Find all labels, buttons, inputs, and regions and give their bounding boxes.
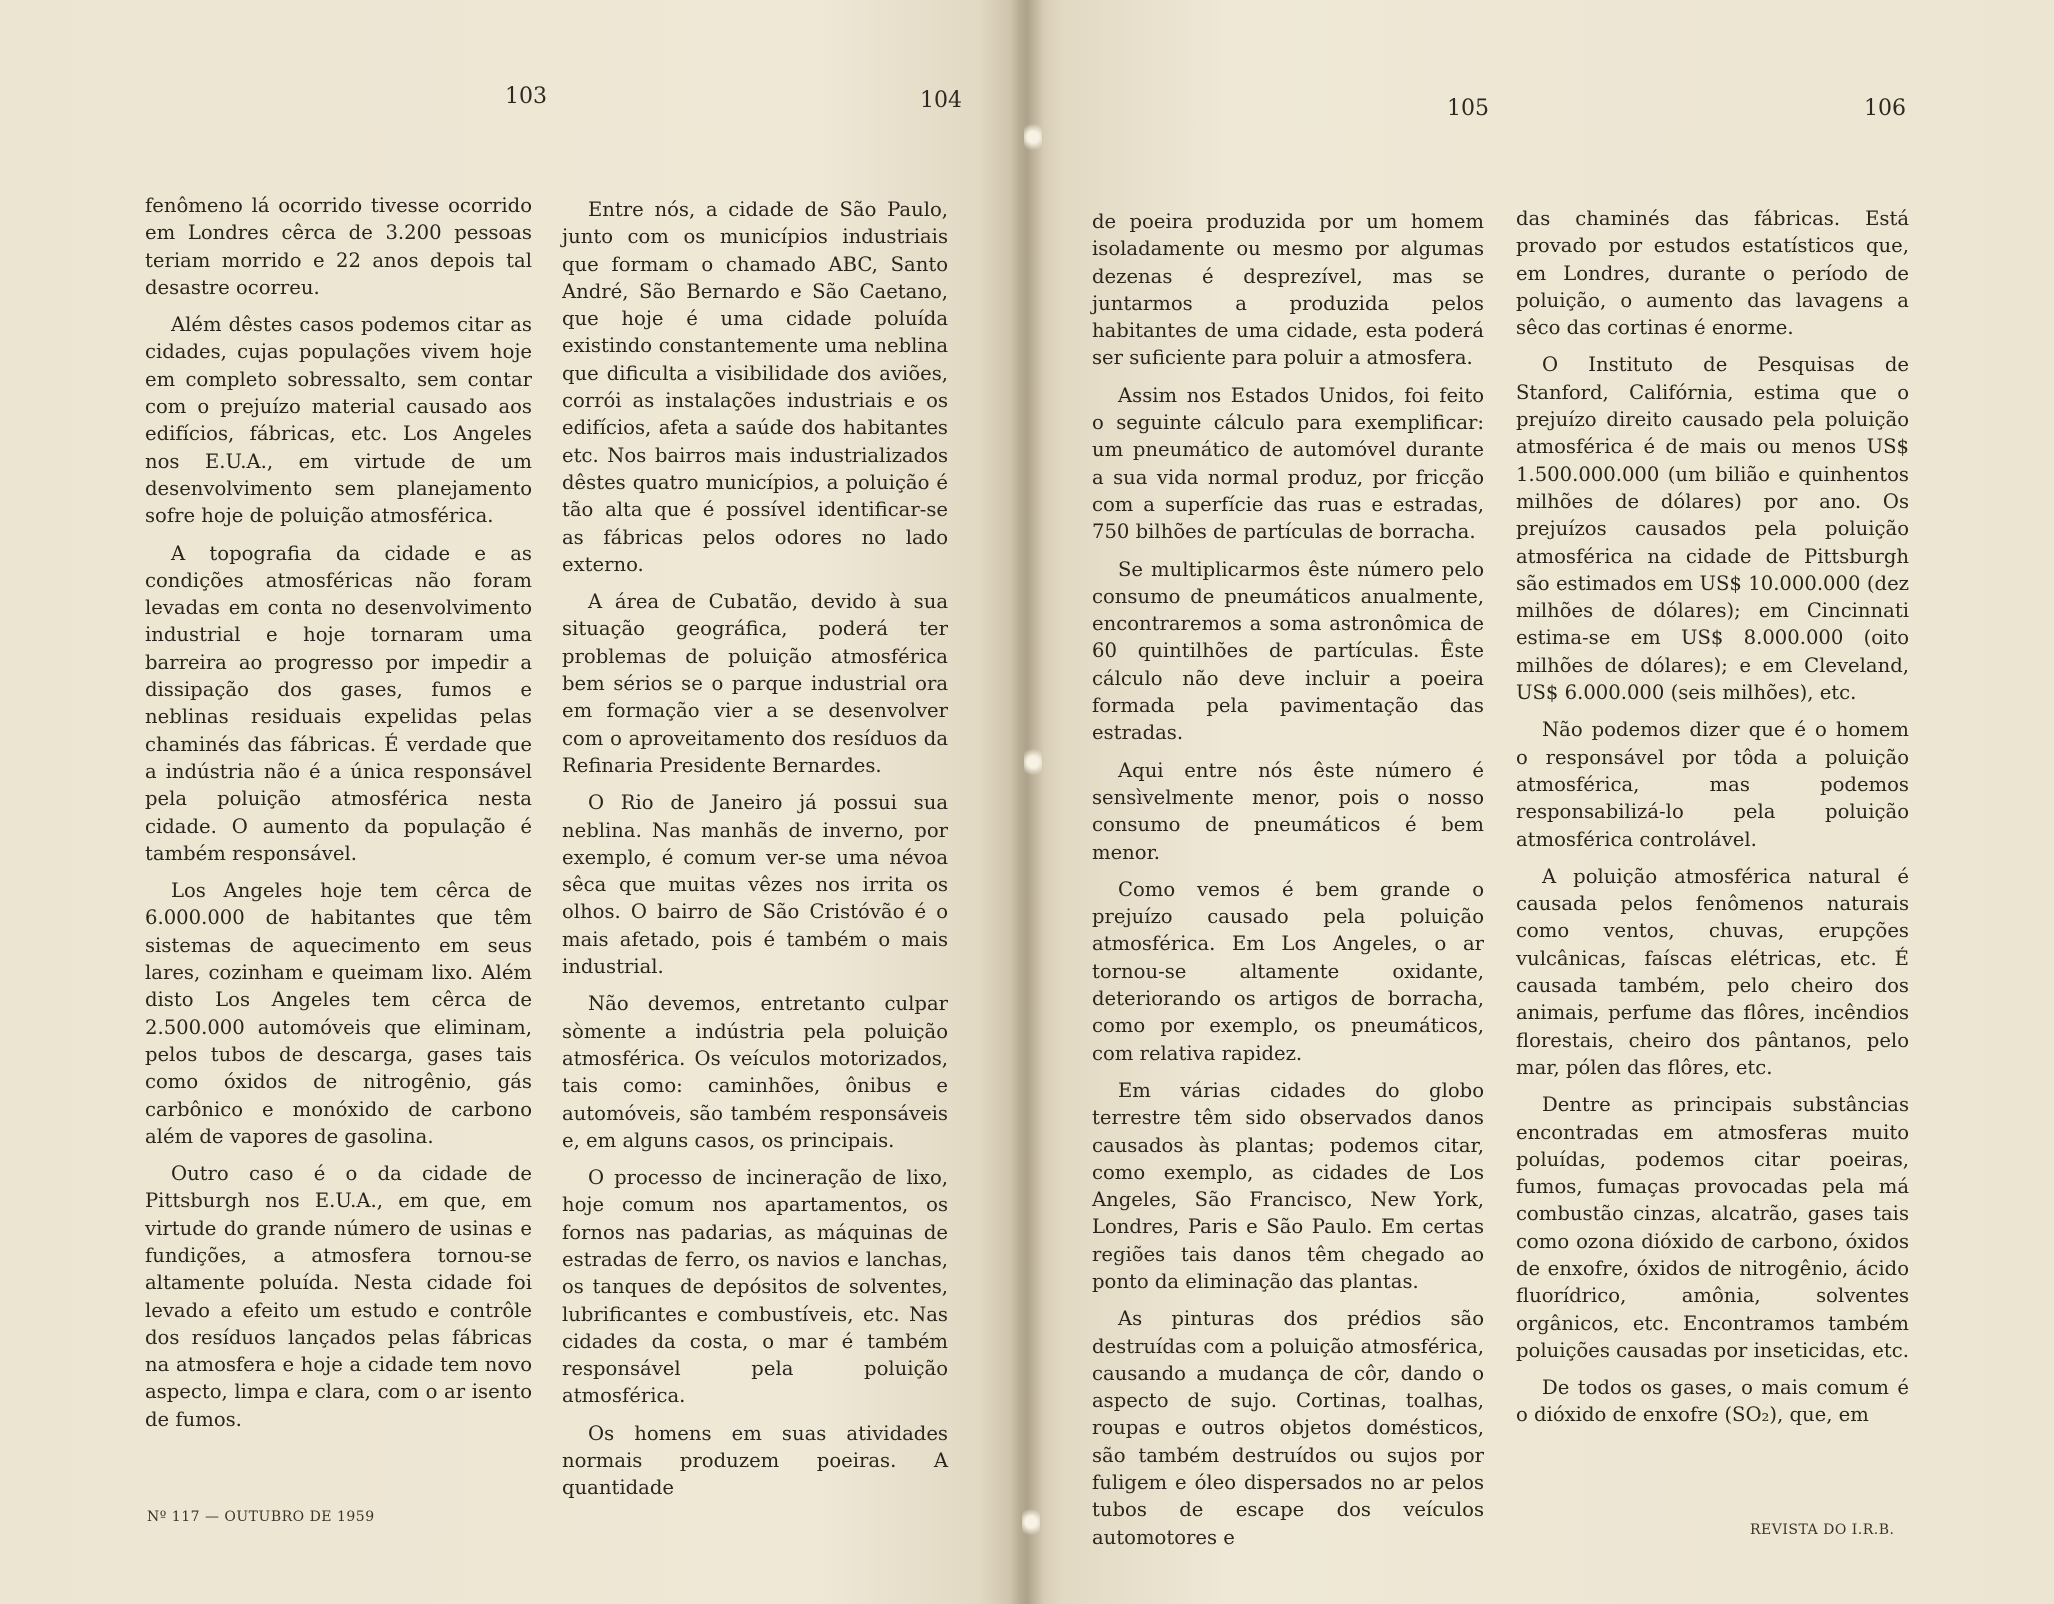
paragraph: O Instituto de Pesquisas de Stanford, Califórnia, estima que o prejuízo direito causado pela poluição atmosférica é de mais ou menos US$ 1.500.000.000 (um bilião e quinhentos milhões de dólares) por ano. Os prejuízos causados pela poluição atmosférica na cidade de Pittsburgh são estimados em US$ 10.000.000 (dez milhões de dólares); em Cincinnati estima-se em US$ 8.000.000 (oito milhões de dólares); e em Cleveland, US$ 6.000.000 (seis milhões), etc. — [1516, 353, 1909, 705]
paragraph: A poluição atmosférica natural é causada pelos fenômenos naturais como ventos, chuvas, erupções vulcânicas, faíscas elétricas, etc. É causada também, pelo cheiro dos animais, perfume das flôres, incêndios florestais, cheiro dos pântanos, pelo mar, pólen das flôres, etc. — [1516, 864, 1909, 1079]
paragraph: Além dêstes casos podemos citar as cidades, cujas populações vivem hoje em completo sobressalto, sem contar com o prejuízo material causado aos edifícios, fábricas, etc. Los Angeles nos E.U.A., em virtude de um desenvolvimento sem planejamento sofre hoje de poluição atmosférica. — [145, 313, 532, 528]
binding-staple — [1024, 745, 1042, 779]
paragraph: Se multiplicarmos êste número pelo consumo de pneumáticos anualmente, encontraremos a soma astronômica de 60 quintilhões de partículas. Êste cálculo não deve incluir a poeira formada pela pavimentação das estradas. — [1092, 557, 1484, 745]
footer-magazine-name: REVISTA DO I.R.B. — [1750, 1522, 1895, 1538]
paragraph: Não podemos dizer que é o homem o responsável por tôda a poluição atmosférica, mas podemos responsabilizá-lo pela poluição atmosférica controlável. — [1516, 718, 1909, 851]
paragraph: Los Angeles hoje tem cêrca de 6.000.000 de habitantes que têm sistemas de aquecimento em seus lares, cozinham e queimam lixo. Além disto Los Angeles tem cêrca de 2.500.000 automóveis que eliminam, pelos tubos de descarga, gases tais como óxidos de nitrogênio, gás carbônico e monóxido de carbono além de vapores de gasolina. — [145, 879, 532, 1148]
paragraph: Não devemos, entretanto culpar sòmente a indústria pela poluição atmosférica. Os veículos motorizados, tais como: caminhões, ônibus e automóveis, são também responsáveis e, em alguns casos, os principais. — [562, 992, 948, 1152]
paragraph: As pinturas dos prédios são destruídas com a poluição atmosférica, causando a mudança de côr, dando o aspecto de sujo. Cortinas, toalhas, roupas e outros objetos domésticos, são também destruídos ou sujos por fuligem e óleo dispersados no ar pelos tubos de escape dos veículos automotores e — [1092, 1307, 1484, 1549]
binding-staple — [1022, 1505, 1040, 1539]
paragraph: Aqui entre nós êste número é sensìvelmente menor, pois o nosso consumo de pneumáticos é bem menor. — [1092, 758, 1484, 864]
paragraph: Como vemos é bem grande o prejuízo causado pela poluição atmosférica. Em Los Angeles, o ar tornou-se altamente oxidante, deteriorando os artigos de borracha, como por exemplo, os pneumáticos, com relativa rapidez. — [1092, 877, 1484, 1065]
left-page — [0, 0, 1020, 1604]
page-number-103: 103 — [505, 84, 547, 109]
paragraph: A área de Cubatão, devido à sua situação geográfica, poderá ter problemas de poluição atmosférica bem sérios se o parque industrial ora em formação vier a se desenvolver com o aproveitamento dos resíduos da Refinaria Presidente Bernardes. — [562, 590, 948, 777]
column-page-104 — [562, 196, 948, 1502]
right-page — [1020, 0, 2054, 1604]
paragraph: Os homens em suas atividades normais produzem poeiras. A quantidade — [562, 1421, 948, 1500]
paragraph: fenômeno lá ocorrido tivesse ocorrido em Londres cêrca de 3.200 pessoas teriam morrido e 22 anos depois tal desastre ocorreu. — [145, 194, 532, 299]
paragraph: das chaminés das fábricas. Está provado por estudos estatísticos que, em Londres, durante o período de poluição, o aumento das lavagens a sêco das cortinas é enorme. — [1516, 207, 1909, 340]
paragraph: Dentre as principais substâncias encontradas em atmosferas muito poluídas, podemos citar poeiras, fumos, fumaças provocadas pela má combustão cinzas, alcatrão, gases tais como ozona dióxido de carbono, óxidos de enxofre, óxidos de nitrogênio, ácido fluorídrico, amônia, solventes orgânicos, etc. Encontramos também poluições causadas por inseticidas, etc. — [1516, 1093, 1909, 1362]
paragraph: O processo de incineração de lixo, hoje comum nos apartamentos, os fornos nas padarias, as máquinas de estradas de ferro, os navios e lanchas, os tanques de depósitos de solventes, lubrificantes e combustíveis, etc. Nas cidades da costa, o mar é também responsável pela poluição atmosférica. — [562, 1166, 948, 1408]
paragraph: O Rio de Janeiro já possui sua neblina. Nas manhãs de inverno, por exemplo, é comum ver-se uma névoa sêca que muitas vêzes nos irrita os olhos. O bairro de São Cristóvão é o mais afetado, pois é também o mais industrial. — [562, 791, 948, 979]
paragraph: Em várias cidades do globo terrestre têm sido observados danos causados às plantas; podemos citar, como exemplo, as cidades de Los Angeles, São Francisco, New York, Londres, Paris e São Paulo. Em certas regiões tais danos têm chegado ao ponto da eliminação das plantas. — [1092, 1078, 1484, 1293]
page-number-104: 104 — [920, 88, 962, 113]
paragraph: Entre nós, a cidade de São Paulo, junto com os municípios industriais que formam o chamado ABC, Santo André, São Bernardo e São Caetano, que hoje é uma cidade poluída existindo constantemente uma neblina que dificulta a visibilidade dos aviões, corrói as instalações industriais e os edifícios, afeta a saúde dos habitantes etc. Nos bairros mais industrializados dêstes quatro municípios, a poluição é tão alta que é possível identificar-se as fábricas pelos odores no lado externo. — [562, 198, 948, 576]
paragraph: de poeira produzida por um homem isoladamente ou mesmo por algumas dezenas é desprezível, mas se juntarmos a produzida pelos habitantes de uma cidade, esta poderá ser suficiente para poluir a atmosfera. — [1092, 210, 1484, 370]
binding-staple — [1024, 120, 1042, 154]
page-number-105: 105 — [1447, 96, 1489, 121]
column-page-106 — [1516, 205, 1909, 1429]
page-number-106: 106 — [1864, 96, 1906, 121]
book-gutter — [1010, 0, 1044, 1604]
footer-issue: Nº 117 — OUTUBRO DE 1959 — [147, 1509, 375, 1525]
paragraph: A topografia da cidade e as condições atmosféricas não foram levadas em conta no desenvolvimento industrial e hoje tornaram uma barreira ao progresso por impedir a dissipação dos gases, fumos e neblinas residuais expelidas pelas chaminés das fábricas. É verdade que a indústria não é a única responsável pela poluição atmosférica nesta cidade. O aumento da população é também responsável. — [145, 541, 532, 865]
column-page-105 — [1092, 208, 1484, 1551]
paragraph: Assim nos Estados Unidos, foi feito o seguinte cálculo para exemplificar: um pneumático de automóvel durante a sua vida normal produz, por fricção com a superfície das ruas e estradas, 750 bilhões de partículas de borracha. — [1092, 383, 1484, 544]
column-page-103 — [145, 192, 532, 1433]
paragraph: Outro caso é o da cidade de Pittsburgh nos E.U.A., em que, em virtude do grande número de usinas e fundições, a atmosfera tornou-se altamente poluída. Nesta cidade foi levado a efeito um estudo e contrôle dos resíduos lançados pelas fábricas na atmosfera e hoje a cidade tem novo aspecto, limpa e clara, com o ar isento de fumos. — [145, 1162, 532, 1431]
paragraph: De todos os gases, o mais comum é o dióxido de enxofre (SO₂), que, em — [1516, 1376, 1909, 1427]
